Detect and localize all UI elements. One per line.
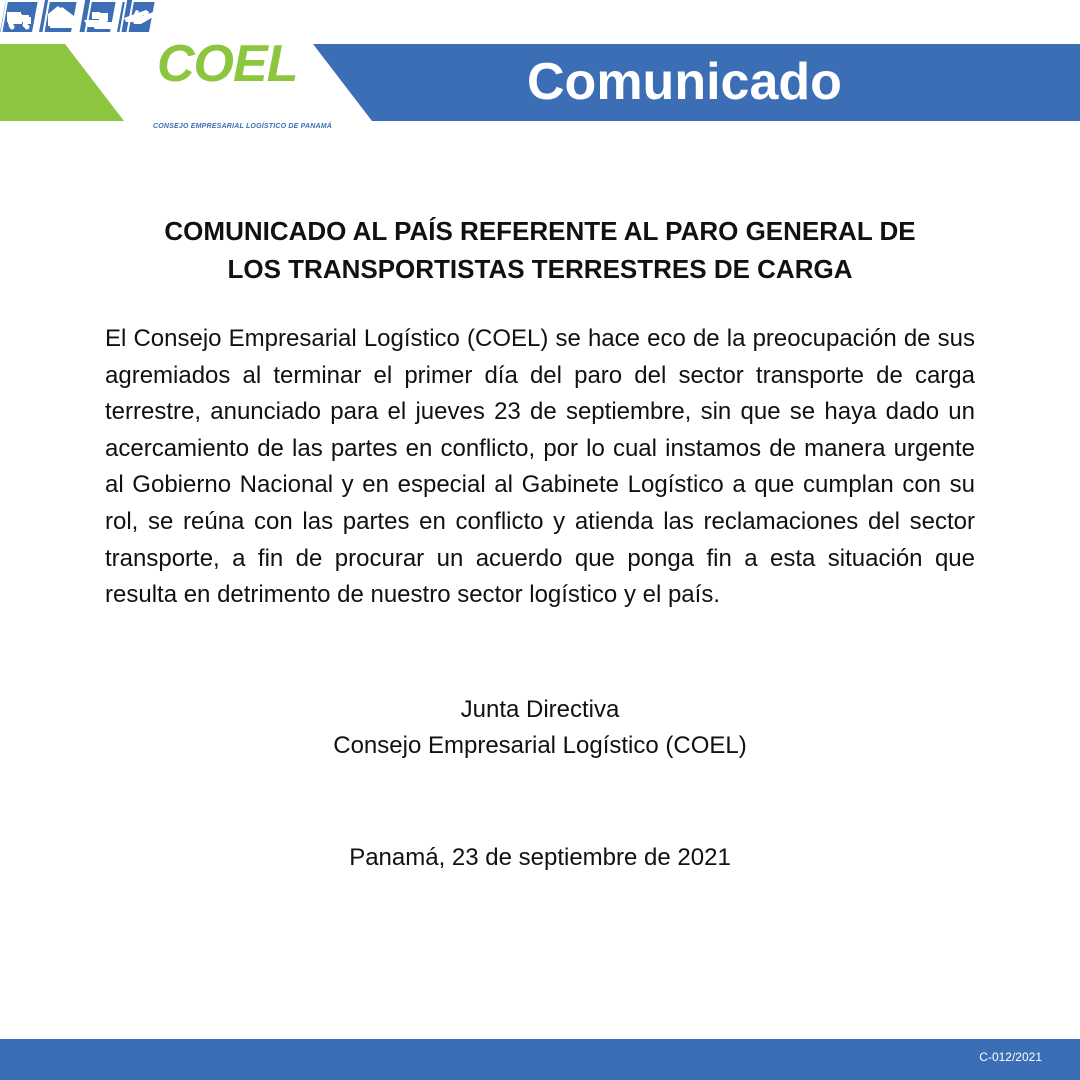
signature-block xyxy=(0,692,1080,764)
title-line-2: LOS TRANSPORTISTAS TERRESTRES DE CARGA xyxy=(227,254,853,284)
footer-bar xyxy=(0,1039,1080,1080)
title-line-1: COMUNICADO AL PAÍS REFERENTE AL PARO GENERAL DE xyxy=(164,216,916,246)
signature-line-1: Junta Directiva xyxy=(460,696,620,723)
logo-tagline: CONSEJO EMPRESARIAL LOGÍSTICO DE PANAMÁ xyxy=(153,123,333,130)
logo-text: COEL xyxy=(157,35,298,93)
document-code: C-012/2021 xyxy=(979,1050,1042,1064)
header xyxy=(0,0,1080,130)
banner-icon-strip xyxy=(0,0,170,36)
document-date: Panamá, 23 de septiembre de 2021 xyxy=(349,844,731,871)
document-title xyxy=(100,212,980,288)
green-triangle xyxy=(0,44,124,121)
signature-line-2: Consejo Empresarial Logístico (COEL) xyxy=(333,732,747,759)
banner-title: Comunicado xyxy=(527,53,842,111)
body-paragraph: El Consejo Empresarial Logístico (COEL) se hace eco de la preocupación de sus agremiados al terminar el primer día del paro del sector transporte de carga terrestre, anunciado para el jueves 23 de septiembre, sin que se haya dado un acercamiento de las partes en conflicto, por lo cual instamos de manera urgente al Gobierno Nacional y en especial al Gabinete Logístico a que cumplan con su rol, se reúna con las partes en conflicto y atienda las reclamaciones del sector transporte, a fin de procurar un acuerdo que ponga fin a esta situación que resulta en detrimento de nuestro sector logístico y el país. xyxy=(105,325,975,609)
